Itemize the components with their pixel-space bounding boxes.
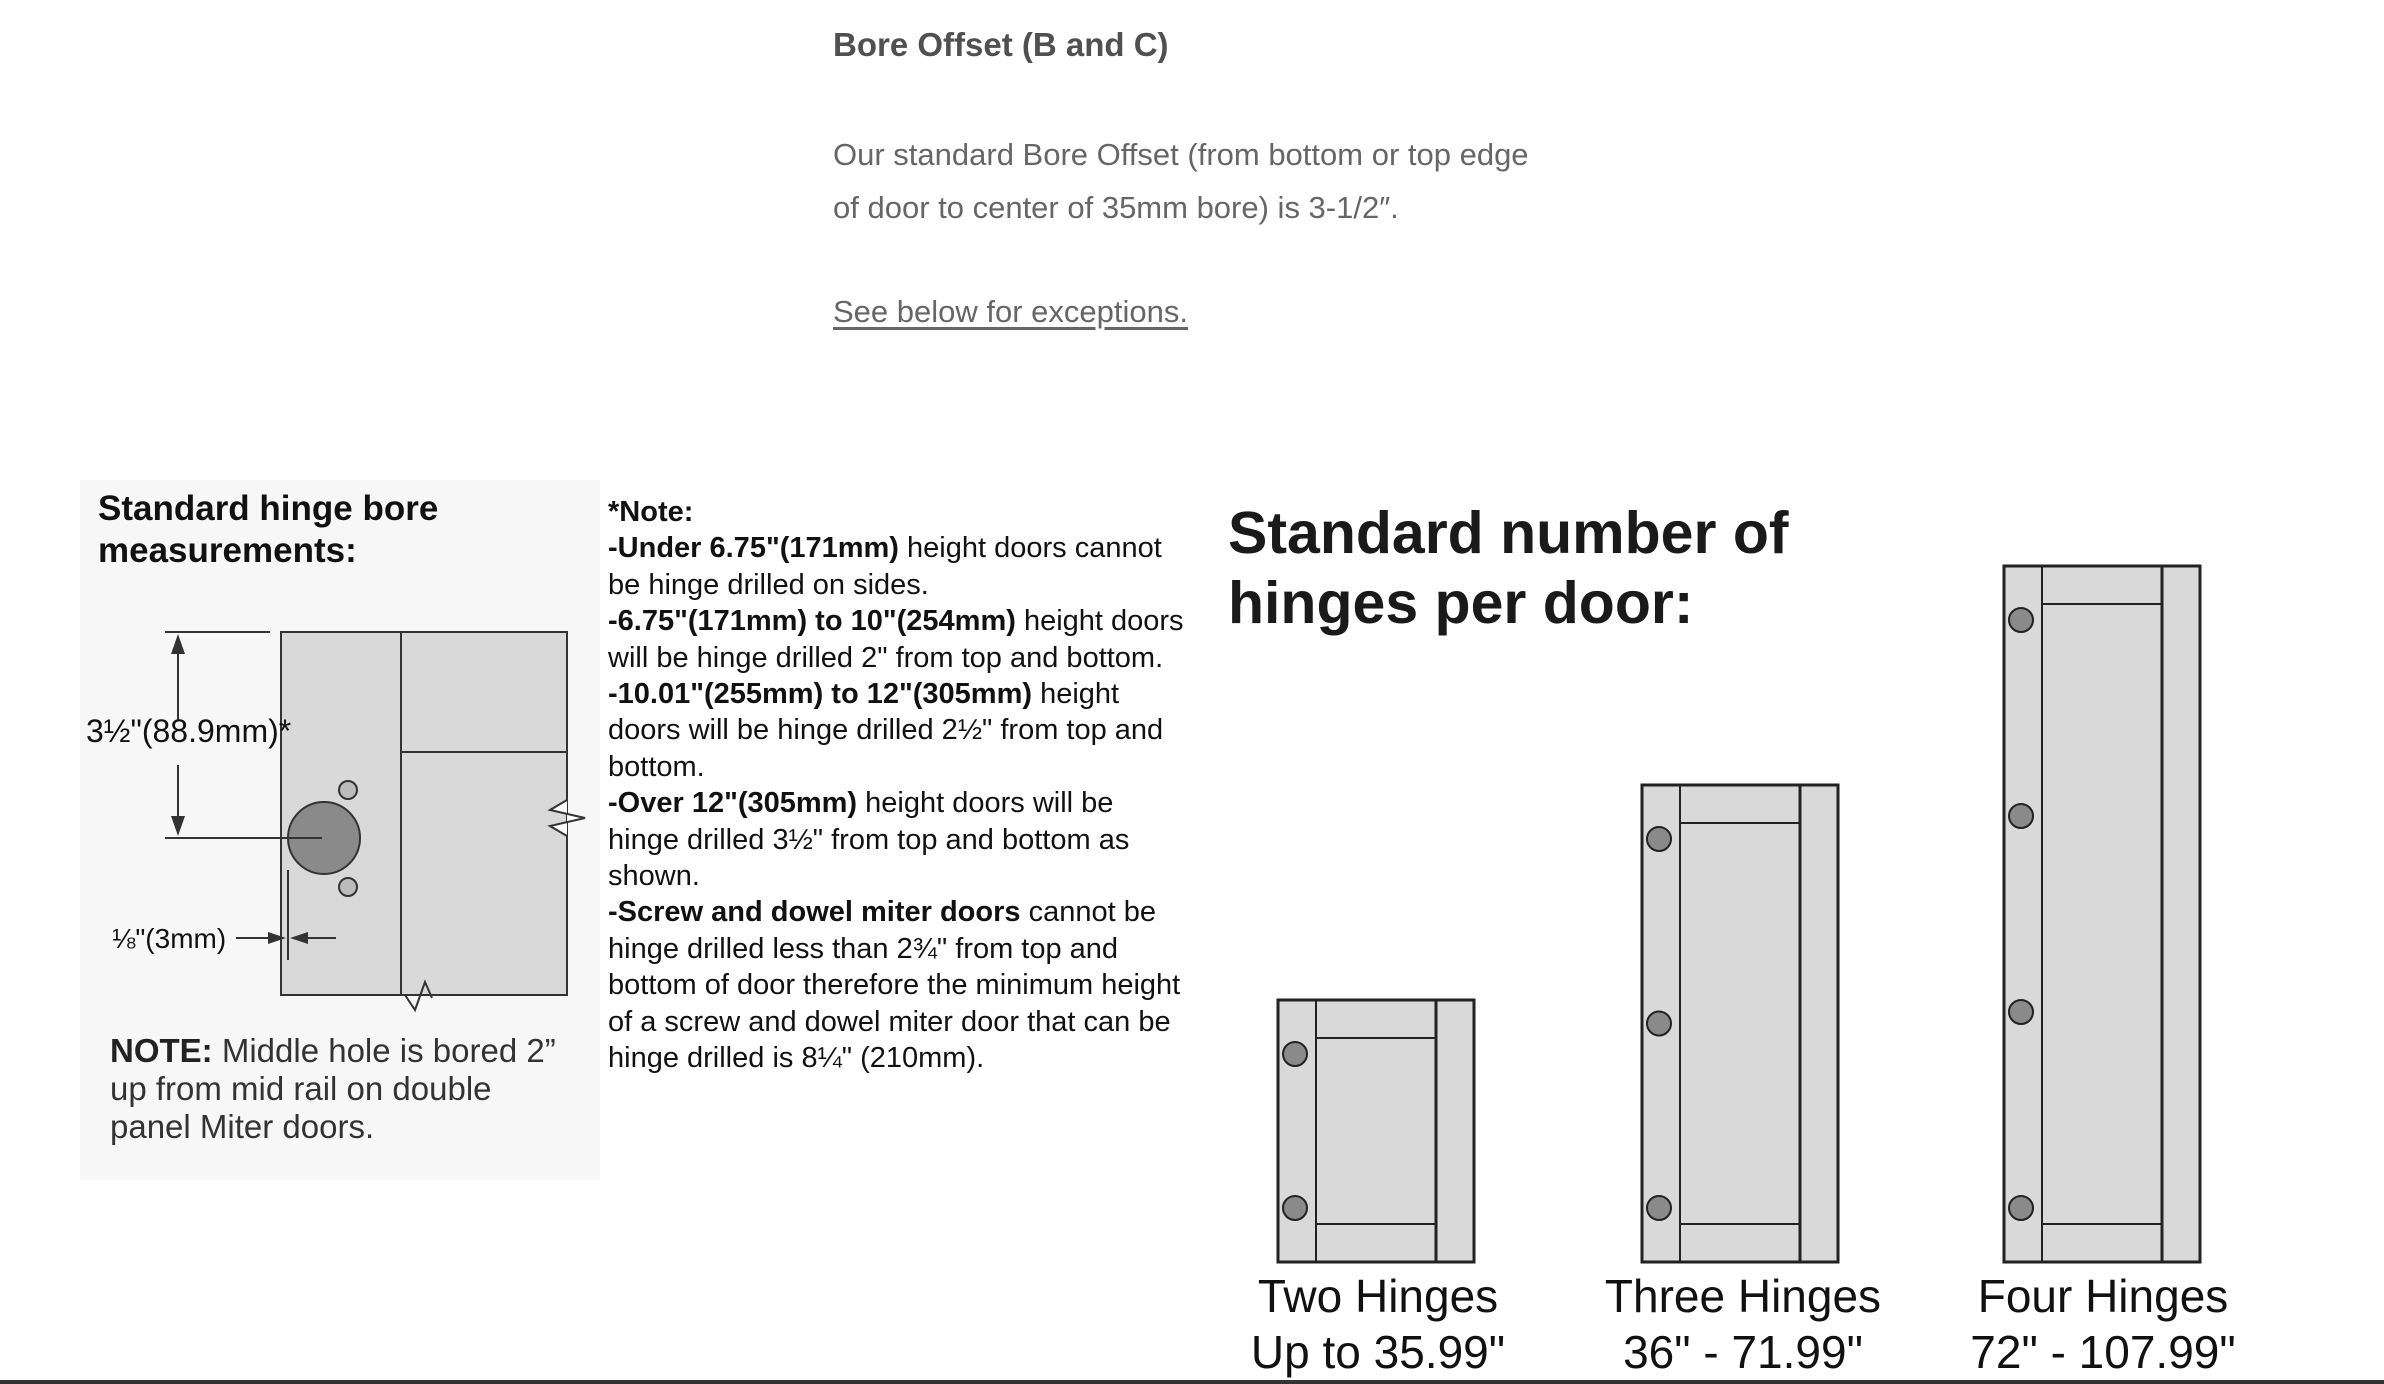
- left-note-label: NOTE:: [110, 1032, 213, 1069]
- hinge-hole: [1647, 1012, 1671, 1036]
- notes-title: *Note:: [608, 496, 694, 528]
- hinge-hole: [1283, 1042, 1307, 1066]
- door-3: [2004, 566, 2200, 1262]
- door-illustrations: [1278, 566, 2200, 1262]
- hinge-hole: [1283, 1196, 1307, 1220]
- hinge-hole: [1647, 1196, 1671, 1220]
- hinge-hole: [1647, 827, 1671, 851]
- hinge-hole: [2009, 1196, 2033, 1220]
- note-item: -Under 6.75"(171mm) height doors cannot be hinge drilled on sides.: [608, 532, 1162, 601]
- hinge-hole: [2009, 1000, 2033, 1024]
- bore-offset-paragraph: Our standard Bore Offset (from bottom or top edge of door to center of 35mm bore) is 3-1/2″.: [833, 137, 1529, 225]
- bottom-edge: [0, 1380, 2384, 1384]
- caption-two-hinges: Two Hinges Up to 35.99": [1250, 1270, 1506, 1378]
- exceptions-link[interactable]: See below for exceptions.: [833, 294, 1188, 329]
- note-item: -10.01"(255mm) to 12"(305mm) height doors will be hinge drilled 2½" from top and bottom.: [608, 678, 1164, 783]
- note-item: -6.75"(171mm) to 10"(254mm) height doors will be hinge drilled 2" from top and bottom.: [608, 605, 1184, 674]
- caption-four-hinges: Four Hinges 72" - 107.99": [1970, 1270, 2236, 1378]
- hinge-bore-figure: [0, 470, 2384, 1384]
- dim-vertical-label: 3½"(88.9mm)*: [86, 713, 292, 749]
- note-item: -Screw and dowel miter doors cannot be hinge drilled less than 2¾" from top and bottom of door therefore the minimum height of a screw and dowel miter door that can be hinge drilled is 8¼" (210mm).: [608, 896, 1181, 1075]
- right-title: Standard number of hinges per door:: [1228, 500, 1789, 636]
- hinge-hole: [2009, 608, 2033, 632]
- door-2: [1642, 785, 1838, 1262]
- dim-edge-label: ⅛"(3mm): [112, 923, 227, 954]
- section-heading: Bore Offset (B and C): [833, 26, 1169, 63]
- bore-detail-drawing: [86, 632, 585, 1010]
- notes-block: [608, 494, 1188, 1077]
- figure-drawings: [0, 470, 2384, 1384]
- door-1: [1278, 1000, 1474, 1262]
- left-title: Standard hinge bore measurements:: [98, 489, 439, 570]
- left-note-text: Middle hole is bored 2” up from mid rail on double panel Miter doors.: [110, 1032, 556, 1145]
- hinge-hole: [2009, 804, 2033, 828]
- note-item: -Over 12"(305mm) height doors will be hinge drilled 3½" from top and bottom as shown.: [608, 787, 1130, 893]
- caption-three-hinges: Three Hinges 36" - 71.99": [1604, 1270, 1882, 1378]
- left-note: [110, 1032, 570, 1146]
